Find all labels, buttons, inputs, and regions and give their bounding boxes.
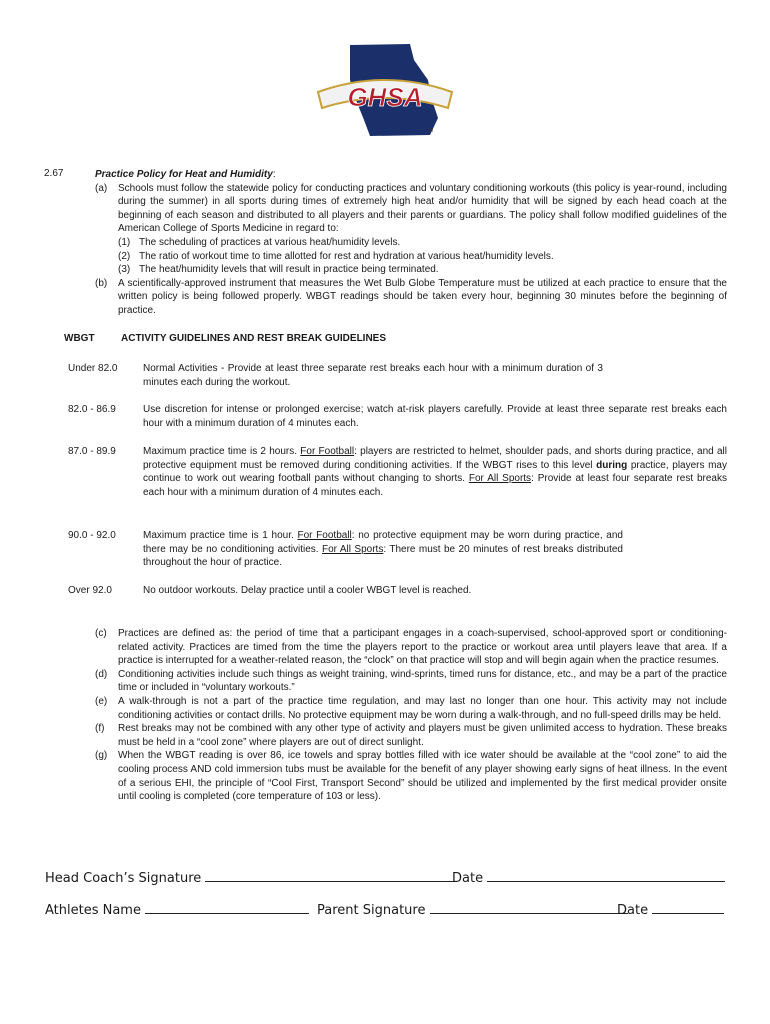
wbgt-column-header: WBGT — [64, 333, 95, 344]
item-b: (b) A scientifically-approved instrument that measures the Wet Bulb Globe Temperature must be utilized at each practice to ensure that the written policy is being followed properly. WBGT readings should be taken every hour, beginning 30 minutes before the beginning of practice. — [95, 277, 727, 316]
logo-text: GHSA — [347, 82, 423, 112]
date-line[interactable] — [487, 869, 725, 882]
section-title: Practice Policy for Heat and Humidity — [95, 169, 273, 180]
item-c: (c) Practices are defined as: the period of time that a participant engages in a coach-supervised, school-approved sport or conditioning-related activity. Practices are timed from the time the players report to the practice or workout area until players leave that area. If a practice is interrupted for a weather-related reason, the “clock” on that practice will stop and will begin again when the practice resumes. — [95, 628, 727, 667]
sub-item: (2) The ratio of workout time to time allotted for rest and hydration at various heat/humidity levels. — [118, 250, 554, 262]
item-d: (d) Conditioning activities include such things as weight training, wind-sprints, timed runs for distance, etc., and may be a part of the practice time or included in “voluntary workouts.” — [95, 668, 727, 694]
athletes-name-field[interactable]: Athletes Name — [45, 901, 309, 918]
item-g: (g) When the WBGT reading is over 86, ice towels and spray bottles filled with ice water should be available at the “cool zone” to aid the cooling process AND cold immersion tubs must be available for the benefit of any player showing early signs of heat illness. In the event of a serious EHI, the principle of “Cool First, Transport Second” should be utilized and implemented by the first medical provider onsite until cooling is completed (core temperature of 103 or less). — [95, 750, 727, 803]
date-field[interactable]: Date — [452, 869, 725, 886]
ghsa-georgia-logo-icon — [310, 40, 460, 140]
athletes-name-line[interactable] — [145, 901, 309, 914]
parent-date-field[interactable]: Date — [617, 901, 724, 918]
policy-details — [95, 627, 727, 804]
head-coach-signature-line[interactable] — [205, 869, 457, 882]
item-a: (a) Schools must follow the statewide policy for conducting practices and voluntary conditioning workouts (this policy is year-round, including during the summer) in all sports during times of extremely high heat and/or humidity that will be signed by each head coach at the beginning of each season and distributed to all players and their parents or guardians. The policy shall follow modified guidelines of the American College of Sports Medicine in regard to: — [95, 182, 727, 235]
item-f: (f) Rest breaks may not be combined with any other type of activity and players must be given unlimited access to hydration. These breaks must be held in a “cool zone” where players are out of direct sunlight. — [95, 723, 727, 748]
section-number: 2.67 — [44, 168, 64, 179]
guidelines-column-header: ACTIVITY GUIDELINES AND REST BREAK GUIDELINES — [121, 333, 387, 344]
sub-item: (3) The heat/humidity levels that will result in practice being terminated. — [118, 264, 439, 276]
head-coach-signature-field[interactable]: Head Coach’s Signature — [45, 869, 457, 886]
policy-intro: Practice Policy for Heat and Humidity: (a) Schools must follow the statewide policy for conducting practices and voluntary conditioning workouts (this policy is year-round, including during the summer) in all sports during times of extremely high heat and/or humidity that will be signed by each head coach at the beginning of each season and distributed to all players and their parents or guardians. The policy shall follow modified guidelines of the American College of Sports Medicine in regard to: (1) The scheduling of practices at various heat/humidity levels. (2) The ratio of workout time to time allotted for rest and hydration at various heat/humidity levels. (3) The heat/humidity levels that will result in practice being terminated. (b) A scientifically-approved instrument that measures the Wet Bulb Globe Temperature must be utilized at each practice to ensure that the written policy is being followed properly. WBGT readings should be taken every hour, beginning 30 minutes before the beginning of practice. — [95, 169, 727, 316]
item-e: (e) A walk-through is not a part of the practice time regulation, and may last no longer than one hour. This activity may not include conditioning activities or contact drills. No protective equipment may be worn during a walk-through, and no full-speed drills may be held. — [95, 695, 727, 721]
parent-signature-line[interactable] — [430, 901, 628, 914]
logo-tm: TM — [426, 128, 434, 134]
parent-date-line[interactable] — [652, 901, 724, 914]
sub-item: (1) The scheduling of practices at various heat/humidity levels. — [118, 236, 401, 248]
parent-signature-field[interactable]: Parent Signature — [317, 901, 628, 918]
